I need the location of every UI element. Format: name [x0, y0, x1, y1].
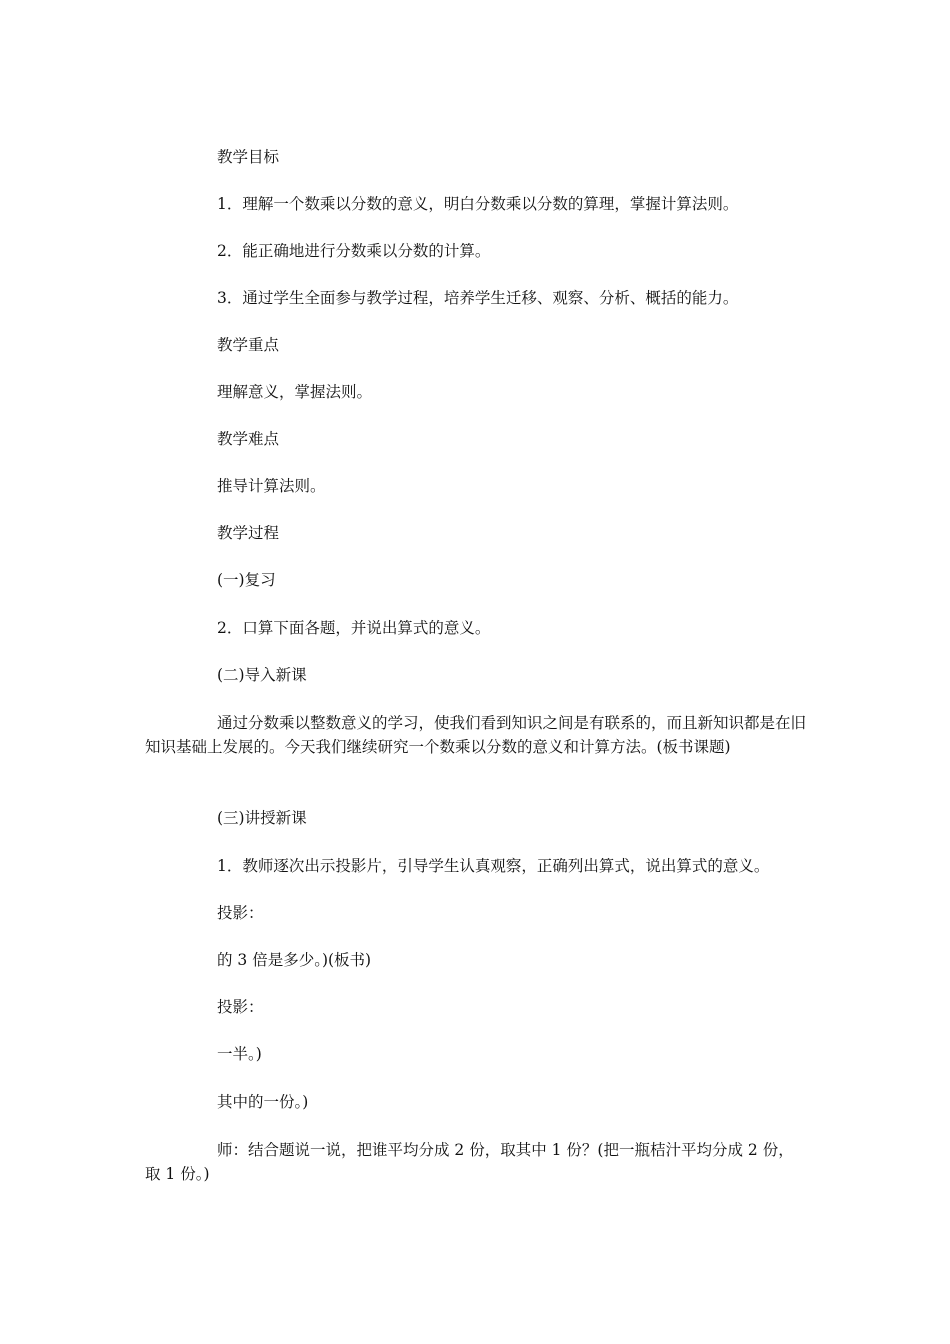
- difficulties-text: 推导计算法则。: [217, 477, 326, 495]
- projection-label-2: 投影：: [217, 998, 264, 1016]
- heading-teaching-objectives: 教学目标: [217, 148, 280, 166]
- projection-text-2: 一半。): [217, 1045, 262, 1063]
- section-intro: (二)导入新课: [217, 666, 307, 684]
- lesson-item-1: 1．教师逐次出示投影片，引导学生认真观察，正确列出算式，说出算式的意义。: [217, 857, 770, 875]
- objective-item-2: 2．能正确地进行分数乘以分数的计算。: [217, 242, 491, 260]
- projection-label-1: 投影：: [217, 904, 264, 922]
- heading-key-points: 教学重点: [217, 336, 280, 354]
- heading-teaching-process: 教学过程: [217, 524, 280, 542]
- heading-difficulties: 教学难点: [217, 430, 280, 448]
- section-new-lesson: (三)讲授新课: [217, 809, 307, 827]
- key-points-text: 理解意义，掌握法则。: [217, 383, 373, 401]
- section-review: (一)复习: [217, 571, 276, 589]
- objective-item-3: 3．通过学生全面参与教学过程，培养学生迁移、观察、分析、概括的能力。: [217, 289, 739, 307]
- objective-item-1: 1．理解一个数乘以分数的意义，明白分数乘以分数的算理，掌握计算法则。: [217, 195, 739, 213]
- teacher-paragraph: 师：结合题说一说，把谁平均分成 2 份，取其中 1 份？(把一瓶桔汁平均分成 2 份，取 1 份。): [145, 1141, 794, 1183]
- intro-paragraph: 通过分数乘以整数意义的学习，使我们看到知识之间是有联系的，而且新知识都是在旧知识基础上发展的。今天我们继续研究一个数乘以分数的意义和计算方法。(板书课题): [145, 714, 807, 756]
- projection-text-1: 的 3 倍是多少。)(板书): [217, 951, 372, 969]
- review-item-2: 2．口算下面各题，并说出算式的意义。: [217, 619, 491, 637]
- projection-text-3: 其中的一份。): [217, 1093, 309, 1111]
